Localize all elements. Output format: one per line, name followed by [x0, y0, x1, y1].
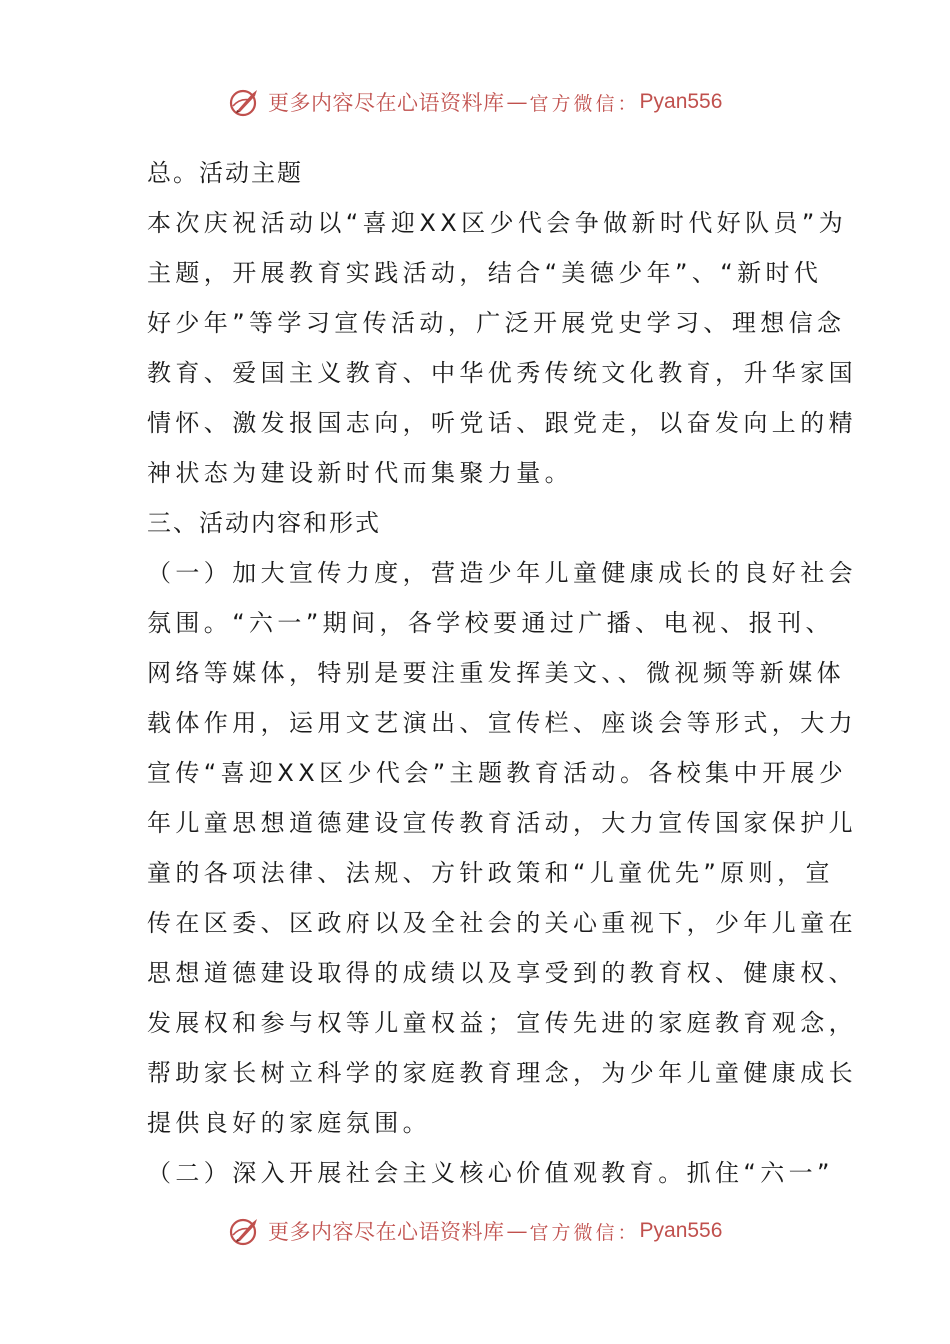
- text-line: （二）深入开展社会主义核心价值观教育。抓住“六一”: [147, 1159, 834, 1187]
- text-line: 好少年”等学习宣传活动，广泛开展党史学习、理想信念: [147, 309, 846, 337]
- text-line: （一）加大宣传力度，营造少年儿童健康成长的良好社会: [147, 559, 857, 587]
- text-line: 主题，开展教育实践活动，结合“美德少年”、“新时代: [147, 259, 823, 287]
- banner-wechat-id: Pyan556: [639, 90, 723, 113]
- text-line: 网络等媒体，特别是要注重发挥美文、、微视频等新媒体: [147, 659, 845, 687]
- banner-separator: —: [506, 1219, 528, 1243]
- section-heading: 三、活动内容和形式: [147, 509, 381, 537]
- text-line: 提供良好的家庭氛围。: [147, 1109, 431, 1137]
- text-line: 帮助家长树立科学的家庭教育理念，为少年儿童健康成长: [147, 1059, 857, 1087]
- pen-logo-icon: [228, 1213, 264, 1249]
- text-line: 神状态为建设新时代而集聚力量。: [147, 459, 573, 487]
- header-banner: [228, 82, 722, 122]
- text-line: 年儿童思想道德建设宣传教育活动，大力宣传国家保护儿: [147, 809, 857, 837]
- banner-wechat-label: 官方微信：: [529, 92, 640, 115]
- document-body: [147, 148, 857, 1198]
- banner-text: 更多内容尽在心语资料库: [268, 91, 505, 115]
- text-line: 氛围。“六一”期间，各学校要通过广播、电视、报刊、: [147, 609, 834, 637]
- banner-wechat-label: 官方微信：: [529, 1221, 640, 1244]
- text-line: 教育、爱国主义教育、中华优秀传统文化教育，升华家国: [147, 359, 857, 387]
- text-line: 发展权和参与权等儿童权益；宣传先进的家庭教育观念，: [147, 1009, 857, 1037]
- pen-logo-icon: [228, 84, 264, 120]
- text-line: 思想道德建设取得的成绩以及享受到的教育权、健康权、: [147, 959, 857, 987]
- text-line: 总。活动主题: [147, 159, 303, 187]
- text-line: 载体作用，运用文艺演出、宣传栏、座谈会等形式，大力: [147, 709, 857, 737]
- text-line: 本次庆祝活动以“喜迎XX区少代会争做新时代好队员”为: [147, 209, 848, 237]
- text-line: 宣传“喜迎XX区少代会”主题教育活动。各校集中开展少: [147, 759, 848, 787]
- banner-wechat-id: Pyan556: [639, 1219, 723, 1242]
- text-line: 童的各项法律、法规、方针政策和“儿童优先”原则，宣: [147, 859, 834, 887]
- footer-banner: [228, 1211, 722, 1251]
- text-line: 传在区委、区政府以及全社会的关心重视下，少年儿童在: [147, 909, 857, 937]
- banner-text: 更多内容尽在心语资料库: [268, 1220, 505, 1244]
- text-line: 情怀、激发报国志向，听党话、跟党走，以奋发向上的精: [147, 409, 857, 437]
- banner-separator: —: [506, 90, 528, 114]
